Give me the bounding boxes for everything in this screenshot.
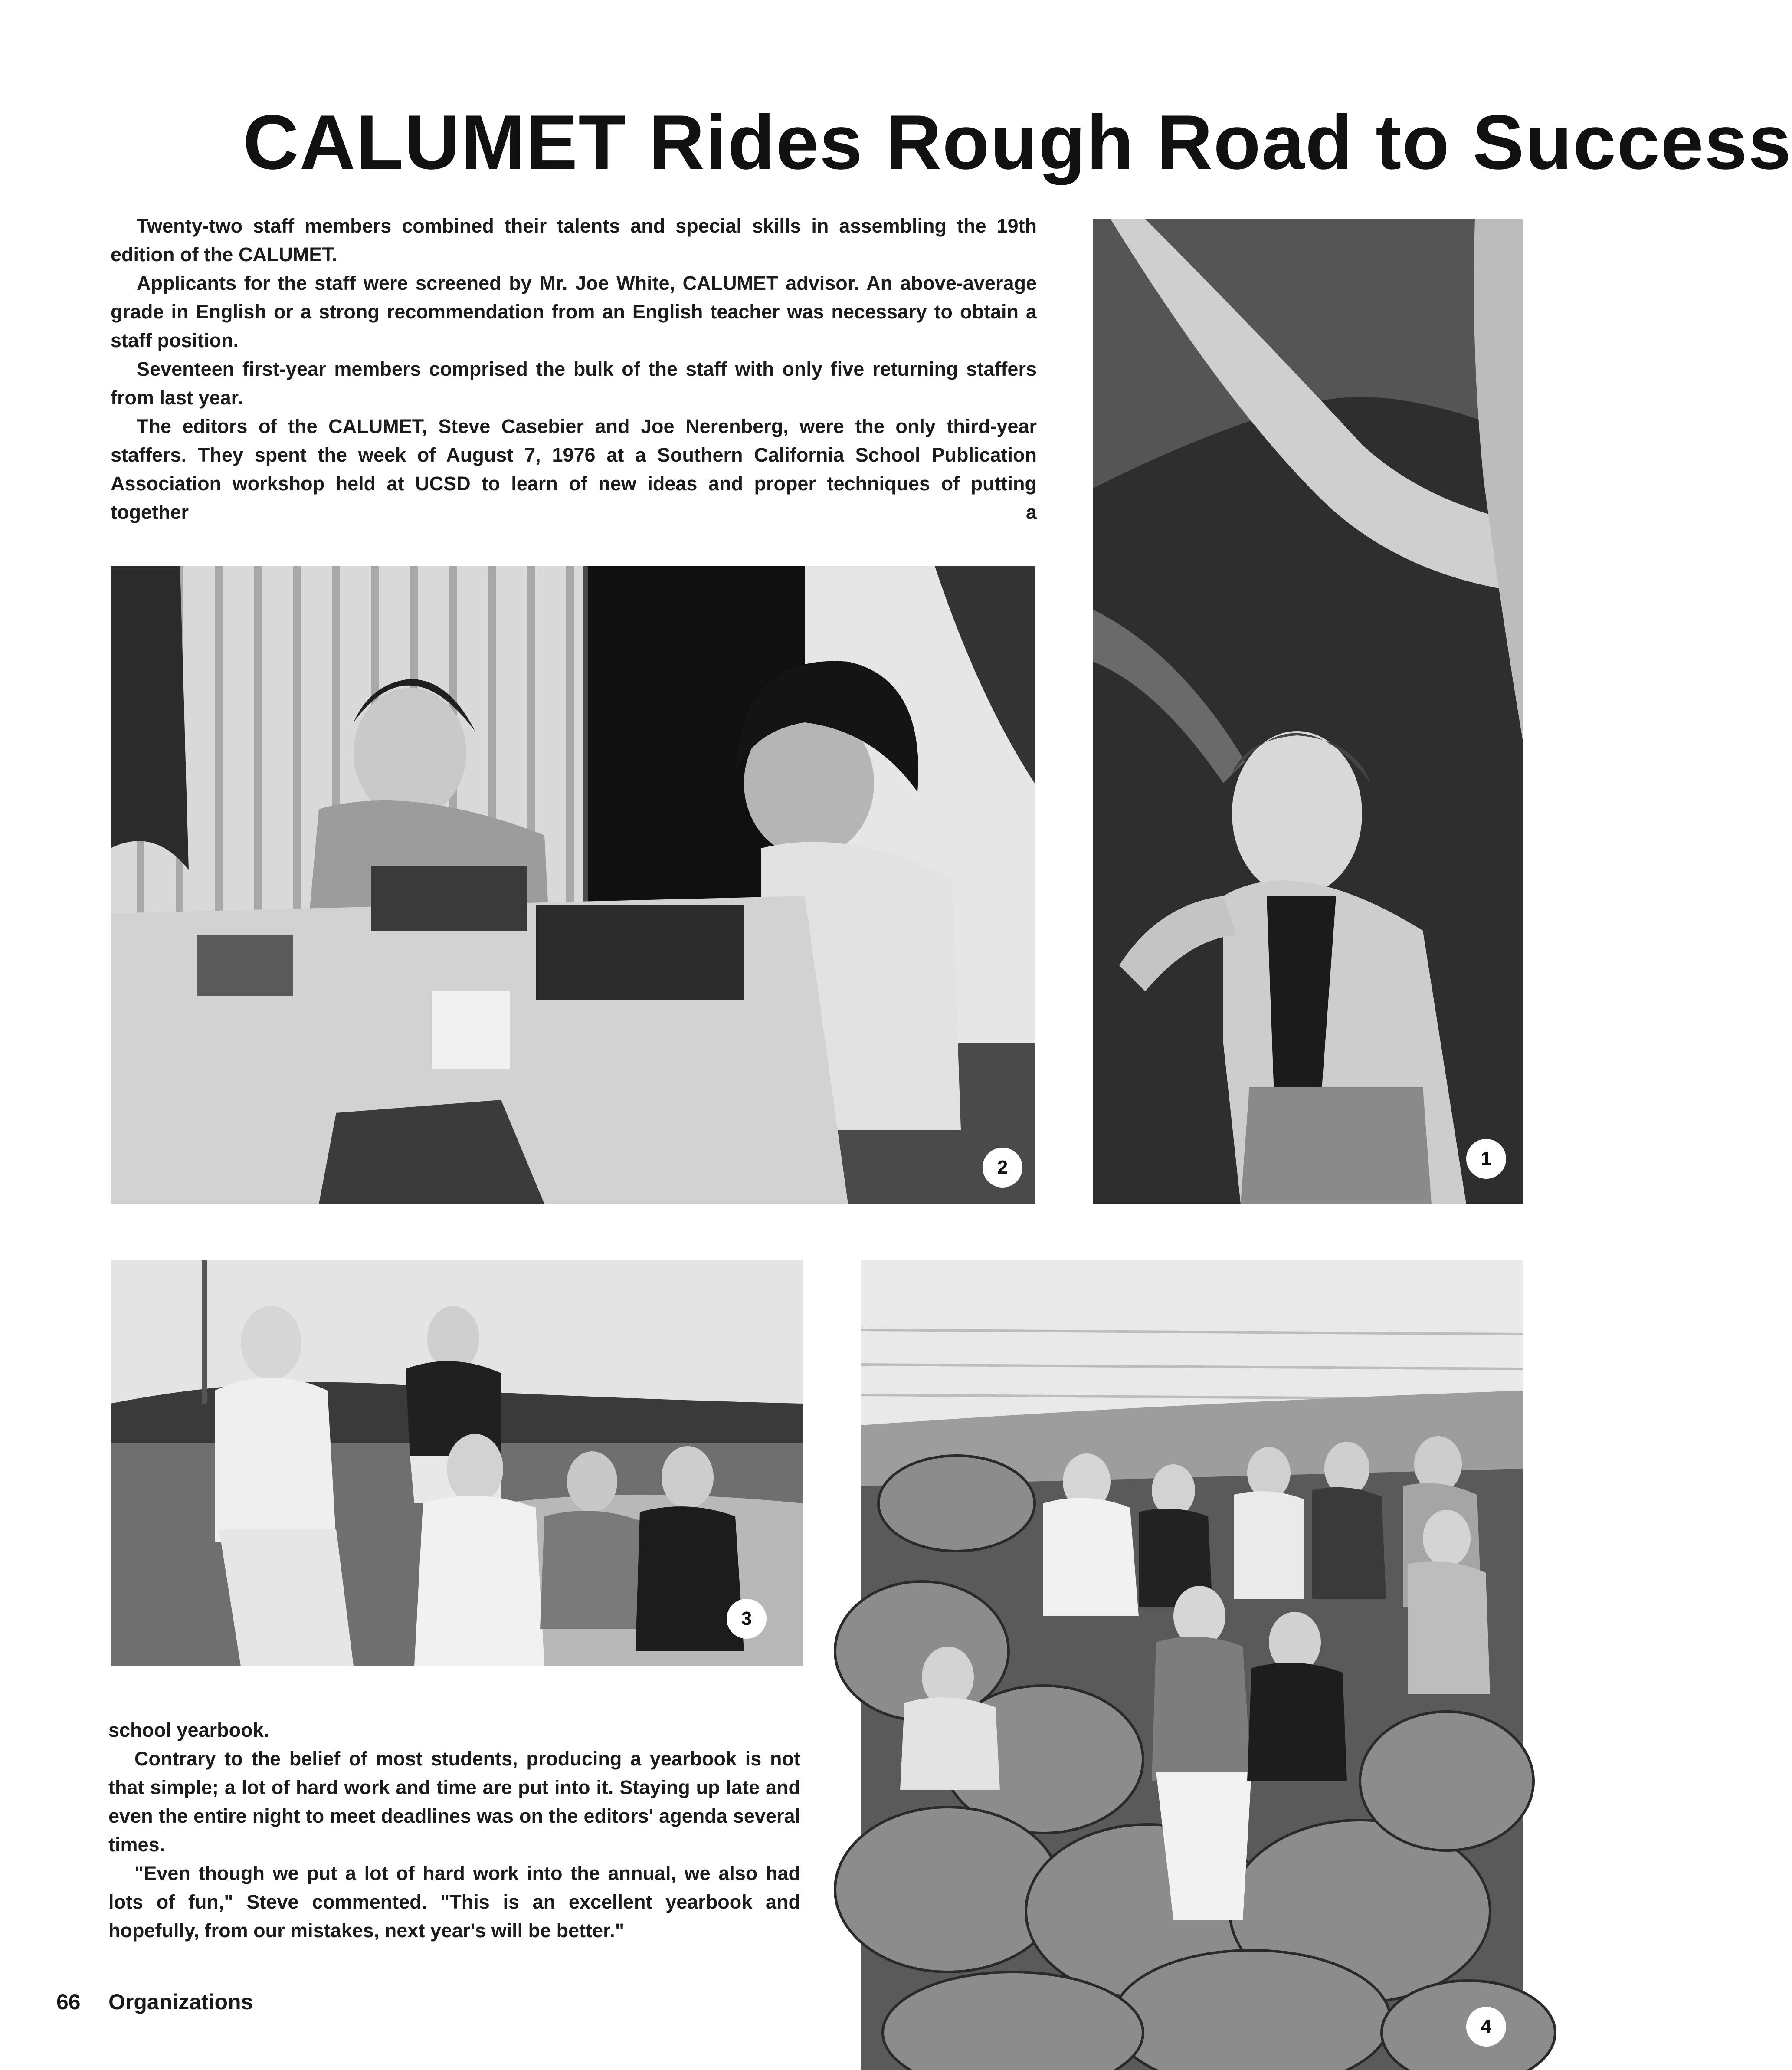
page-title: CALUMET Rides Rough Road to Success: [243, 99, 1792, 185]
page-number: 66: [56, 1990, 81, 2014]
photo-editors-typewriter: [111, 566, 1035, 1204]
paragraph: Seventeen first-year members comprised the bulk of the staff with only five returning staffers from last year.: [111, 358, 1037, 409]
paragraph: school yearbook.: [108, 1719, 269, 1741]
photo-number-badge: 2: [983, 1148, 1022, 1188]
paragraph: Twenty-two staff members combined their talents and special skills in assembling the 19th edition of the CALUMET.: [111, 215, 1037, 266]
photo-number-badge: 4: [1466, 2007, 1506, 2047]
paragraph: The editors of the CALUMET, Steve Casebier and Joe Nerenberg, were the only third-year staffers. They spent the week of August 7, 1976 at a Southern California School Publication Association workshop held at UCSD to learn of new ideas and proper techniques of putting together a: [111, 415, 1037, 523]
paragraph: Contrary to the belief of most students, producing a yearbook is not that simple; a lot of hard work and time are put into it. Staying up late and even the entire night to meet deadlines was on the editors' agenda several times.: [108, 1748, 800, 1856]
photo-group-seated: [111, 1260, 803, 1666]
section-name: Organizations: [108, 1990, 253, 2014]
intro-text-block: [111, 212, 1037, 527]
continued-text-block: [108, 1716, 800, 1945]
photo-advisor: [1093, 219, 1523, 1204]
paragraph: Applicants for the staff were screened by Mr. Joe White, CALUMET advisor. An above-average grade in English or a strong recommendation from an English teacher was necessary to obtain a staff position.: [111, 272, 1037, 351]
photo-group-rocks: [861, 1260, 1523, 2070]
photo-number-badge: 1: [1466, 1139, 1506, 1179]
paragraph: "Even though we put a lot of hard work into the annual, we also had lots of fun," Steve commented. "This is an excellent yearbook and hopefully, from our mistakes, next year's will be better.": [108, 1862, 800, 1942]
photo-number-badge: 3: [727, 1599, 767, 1639]
